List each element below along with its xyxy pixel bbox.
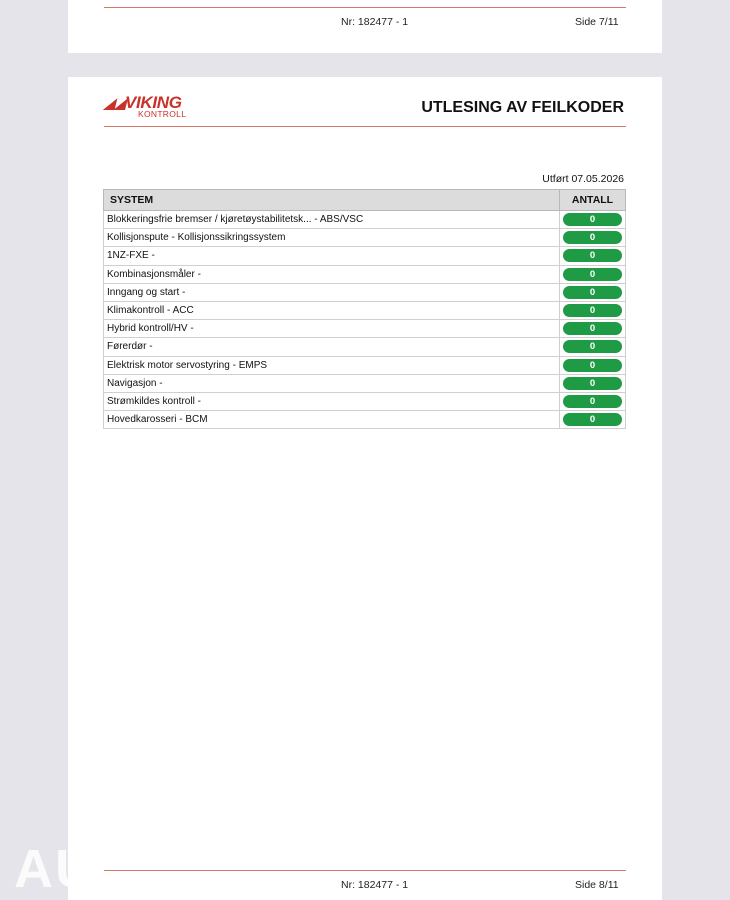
system-name-cell: Elektrisk motor servostyring - EMPS bbox=[104, 356, 560, 374]
previous-page bbox=[68, 0, 662, 53]
system-name-cell: Navigasjon - bbox=[104, 374, 560, 392]
system-name-cell: Førerdør - bbox=[104, 338, 560, 356]
table-row bbox=[104, 392, 626, 410]
table-row bbox=[104, 247, 626, 265]
system-name-cell: Blokkeringsfrie bremser / kjøretøystabilitetsk... - ABS/VSC bbox=[104, 211, 560, 229]
page-title: UTLESING AV FEILKODER bbox=[421, 99, 624, 116]
fault-count-badge: 0 bbox=[563, 413, 622, 426]
footer-page-number: Side 7/11 bbox=[575, 16, 619, 28]
system-name-cell: 1NZ-FXE - bbox=[104, 247, 560, 265]
logo-wordmark: ◢◢VIKING bbox=[104, 93, 182, 112]
fault-count-cell bbox=[560, 320, 626, 338]
fault-count-badge: 0 bbox=[563, 359, 622, 372]
fault-count-cell bbox=[560, 338, 626, 356]
footer-document-number: Nr: 182477 - 1 bbox=[341, 16, 409, 28]
fault-count-badge: 0 bbox=[563, 249, 622, 262]
column-header-antall: ANTALL bbox=[560, 190, 626, 211]
table-row bbox=[104, 265, 626, 283]
fault-count-badge: 0 bbox=[563, 268, 622, 281]
system-name-cell: Kollisjonspute - Kollisjonssikringssystem bbox=[104, 229, 560, 247]
fault-count-cell bbox=[560, 283, 626, 301]
system-name-cell: Klimakontroll - ACC bbox=[104, 301, 560, 319]
fault-count-badge: 0 bbox=[563, 340, 622, 353]
logo-mark-icon: ◢◢ bbox=[104, 95, 125, 111]
header-rule bbox=[104, 126, 626, 127]
table-row bbox=[104, 356, 626, 374]
fault-count-badge: 0 bbox=[563, 231, 622, 244]
fault-count-cell bbox=[560, 411, 626, 429]
fault-count-cell bbox=[560, 229, 626, 247]
performed-date: Utført 07.05.2026 bbox=[542, 173, 624, 185]
fault-count-badge: 0 bbox=[563, 377, 622, 390]
footer-rule bbox=[104, 7, 626, 8]
table-header-row bbox=[104, 190, 626, 211]
system-name-cell: Hybrid kontroll/HV - bbox=[104, 320, 560, 338]
fault-count-cell bbox=[560, 374, 626, 392]
table-row bbox=[104, 411, 626, 429]
fault-count-badge: 0 bbox=[563, 322, 622, 335]
fault-count-badge: 0 bbox=[563, 213, 622, 226]
fault-count-cell bbox=[560, 247, 626, 265]
fault-count-cell bbox=[560, 356, 626, 374]
fault-count-badge: 0 bbox=[563, 286, 622, 299]
fault-count-cell bbox=[560, 211, 626, 229]
table-row bbox=[104, 283, 626, 301]
current-page bbox=[68, 77, 662, 900]
table-row bbox=[104, 338, 626, 356]
column-header-system: SYSTEM bbox=[104, 190, 560, 211]
viking-logo bbox=[104, 93, 194, 121]
system-name-cell: Kombinasjonsmåler - bbox=[104, 265, 560, 283]
watermark-logo: AU bbox=[14, 839, 96, 899]
fault-count-cell bbox=[560, 392, 626, 410]
table-row bbox=[104, 211, 626, 229]
footer-document-number: Nr: 182477 - 1 bbox=[341, 879, 409, 891]
system-name-cell: Hovedkarosseri - BCM bbox=[104, 411, 560, 429]
fault-code-table bbox=[103, 189, 626, 429]
table-row bbox=[104, 301, 626, 319]
fault-count-badge: 0 bbox=[563, 395, 622, 408]
fault-count-cell bbox=[560, 265, 626, 283]
footer-page-number: Side 8/11 bbox=[575, 879, 619, 891]
table-row bbox=[104, 229, 626, 247]
system-name-cell: Inngang og start - bbox=[104, 283, 560, 301]
fault-count-badge: 0 bbox=[563, 304, 622, 317]
footer-rule bbox=[104, 870, 626, 871]
table-row bbox=[104, 374, 626, 392]
logo-subtitle: KONTROLL bbox=[138, 109, 187, 119]
system-name-cell: Strømkildes kontroll - bbox=[104, 392, 560, 410]
table-row bbox=[104, 320, 626, 338]
fault-count-cell bbox=[560, 301, 626, 319]
